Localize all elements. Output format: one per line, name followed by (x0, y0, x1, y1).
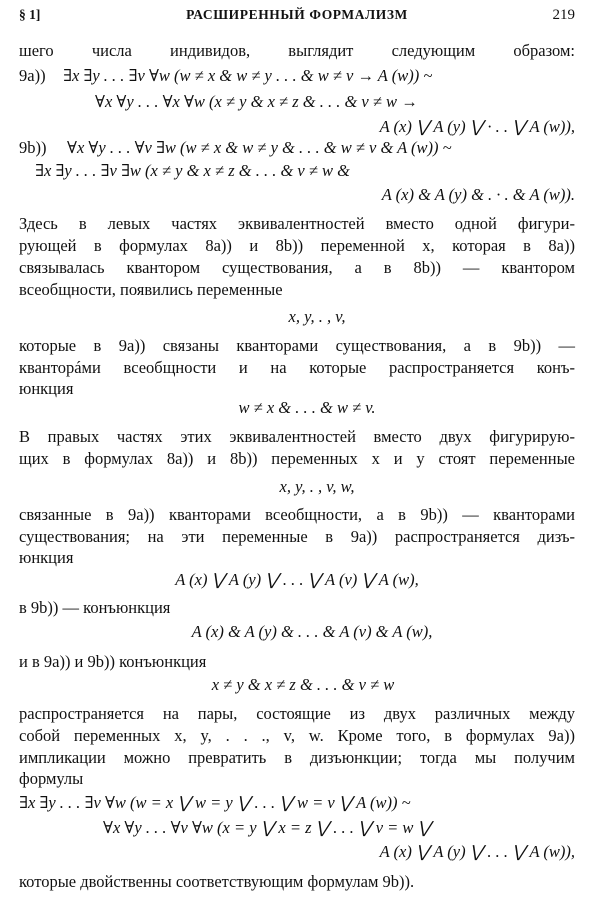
text-line: кванторáми всеобщности и на которые распространяется конъ- (19, 358, 575, 377)
text-line: которые двойственны соответствующим формулам 9b)). (19, 872, 415, 891)
text-line: и в 9a)) и 9b)) конъюнкция (19, 652, 207, 671)
formula-line: x ≠ y & x ≠ z & . . . & v ≠ w (211, 675, 395, 694)
chapter-title: РАСШИРЕННЫЙ ФОРМАЛИЗМ (186, 7, 408, 22)
formula-line: ∀x ∀y . . . ∀x ∀w (x ≠ y & x ≠ z & . . . & v ≠ w → (95, 92, 418, 111)
text-line: собой переменных x, y, . . ., v, w. Кроме того, в формулах 9a)) (19, 726, 575, 745)
text-line: связывалась квантором существования, а в 8b)) — квантором (19, 258, 575, 277)
text-line: юнкция (19, 548, 74, 567)
text-line: существования; на эти переменные в 9a)) распространяется дизъ- (19, 527, 575, 546)
text-line: распространяется на пары, состоящие из двух различных между (19, 704, 575, 723)
section-mark: § 1] (19, 7, 41, 22)
running-header (19, 7, 575, 23)
formula-text: ∃x ∃y . . . ∃v ∀w (w ≠ x & w ≠ y . . . & w ≠ v → A (w)) ~ (63, 66, 433, 85)
formula-label-9a: 9a)) (19, 66, 46, 85)
text-line: Здесь в левых частях эквивалентностей вместо одной фигури- (19, 214, 575, 233)
formula-line: ∃x ∃y . . . ∃v ∀w (w = x ⋁ w = y ⋁ . . . ⋁ w = v ⋁ A (w)) ~ (19, 793, 411, 812)
text-line: которые в 9a)) связаны кванторами существования, а в 9b)) — (19, 336, 575, 355)
formula-line: A (x) & A (y) & . . . & A (v) & A (w), (191, 622, 433, 641)
formula-label-9b: 9b)) (19, 138, 47, 157)
text-line: всеобщности, появились переменные (19, 280, 283, 299)
text-line: в 9b)) — конъюнкция (19, 598, 171, 617)
formula-line: A (x) ⋁ A (y) ⋁ · . . ⋁ A (w)), (379, 117, 575, 136)
page-number: 219 (552, 7, 575, 23)
text-line: формулы (19, 769, 84, 788)
formula-line: A (x) ⋁ A (y) ⋁ . . . ⋁ A (w)), (379, 842, 575, 861)
formula-line: A (x) ⋁ A (y) ⋁ . . . ⋁ A (v) ⋁ A (w), (175, 570, 419, 589)
formula-line: x, y, . , v, w, (279, 477, 355, 496)
formula-line: ∀x ∀y . . . ∀v ∀w (x = y ⋁ x = z ⋁ . . . ⋁ v = w ⋁ (103, 818, 432, 837)
text-line: импликации можно превратить в дизъюнкции; тогда мы получим (19, 748, 575, 767)
text-line: шего числа индивидов, выглядит следующим образом: (19, 41, 575, 60)
formula-text: ∀x ∀y . . . ∀v ∃w (w ≠ x & w ≠ y & . . . & w ≠ v & A (w)) ~ (67, 138, 452, 157)
book-page (19, 0, 575, 900)
formula-line: x, y, . , v, (288, 307, 346, 326)
formula-line: ∃x ∃y . . . ∃v ∃w (x ≠ y & x ≠ z & . . . & v ≠ w & (35, 161, 350, 180)
formula-line: A (x) & A (y) & . · . & A (w)). (381, 185, 575, 204)
formula-line: w ≠ x & . . . & w ≠ v. (238, 398, 376, 417)
text-line: рующей в формулах 8a)) и 8b)) переменной x, которая в 8a)) (19, 236, 575, 255)
text-line: В правых частях этих эквивалентностей вместо двух фигурирую- (19, 427, 575, 446)
text-line: щих в формулах 8a)) и 8b)) переменных x и y стоят переменные (19, 449, 575, 468)
text-line: юнкция (19, 379, 74, 398)
text-line: связанные в 9a)) кванторами всеобщности, а в 9b)) — кванторами (19, 505, 575, 524)
